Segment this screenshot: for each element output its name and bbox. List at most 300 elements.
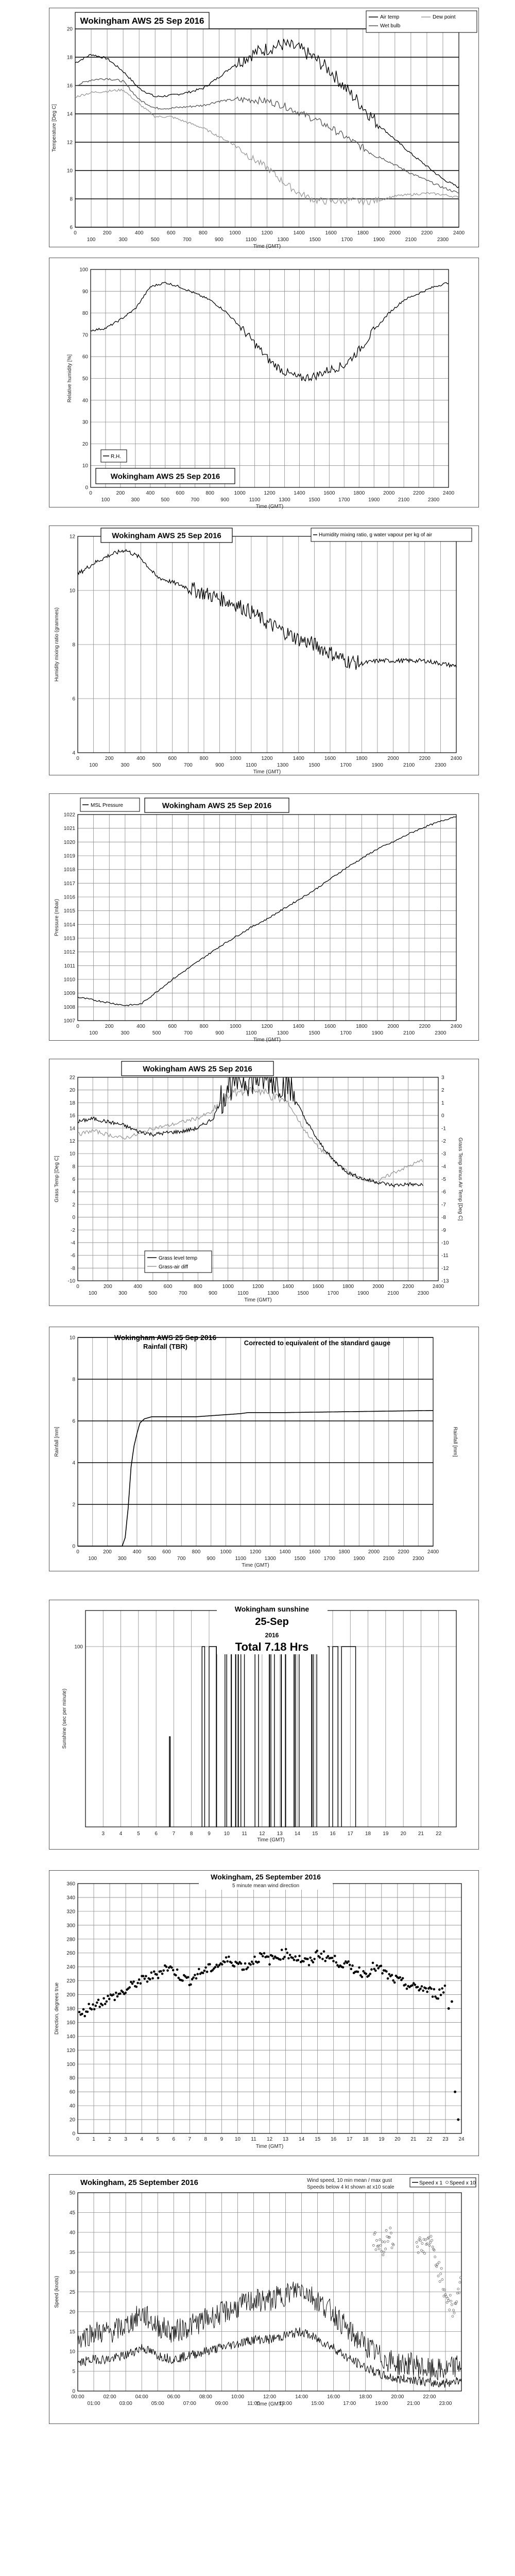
x-tick-label: 1500 — [294, 1556, 306, 1562]
legend — [80, 798, 140, 811]
y-tick-label: 90 — [82, 289, 88, 295]
x-tick-label: 2200 — [413, 490, 425, 496]
y-tick-label: 2 — [72, 1502, 75, 1508]
x-tick-label: 2100 — [383, 1556, 394, 1562]
direction-point — [165, 1965, 168, 1968]
x-tick-label: 1200 — [252, 1284, 264, 1290]
x-tick-label: 2400 — [442, 490, 455, 496]
x-tick-label: 1900 — [368, 497, 380, 503]
x-tick-label: 2100 — [403, 762, 415, 768]
x-tick-label: 200 — [103, 1284, 112, 1290]
x-axis-label: Time (GMT) — [255, 2144, 284, 2149]
y-tick-label: 10 — [82, 463, 88, 469]
x-tick-label: 100 — [88, 1291, 97, 1296]
legend — [145, 1251, 212, 1273]
x-tick-label: 18:00 — [359, 2394, 372, 2400]
direction-point — [181, 1979, 184, 1982]
x-tick-label: 2300 — [413, 1556, 424, 1562]
x-tick-label: 500 — [152, 1030, 161, 1036]
speed-x10-point — [447, 2297, 449, 2299]
x-tick-label: 600 — [163, 1284, 173, 1290]
y-tick-label: 2 — [72, 1202, 75, 1208]
speed-x10-point — [419, 2237, 421, 2239]
direction-point — [125, 1992, 127, 1994]
legend — [366, 11, 477, 32]
chart-title: Wokingham AWS 25 Sep 2016 — [112, 531, 221, 540]
x-tick-label: 16:00 — [327, 2394, 340, 2400]
y-tick-label: 8 — [72, 1164, 75, 1170]
chart-title: Wokingham AWS 25 Sep 2016 — [162, 801, 272, 810]
x-tick-label: 400 — [134, 230, 144, 236]
x-tick-label: 2300 — [437, 237, 449, 243]
y-tick-label: 6 — [72, 696, 75, 702]
y-tick-label: 12 — [66, 140, 73, 146]
speed-x10-point — [436, 2263, 438, 2265]
direction-point — [286, 1952, 289, 1954]
sunshine-bar — [299, 1647, 313, 1827]
x-tick-label: 0 — [76, 1549, 79, 1555]
direction-point — [119, 1992, 122, 1995]
x-tick-label: 800 — [198, 230, 208, 236]
chart-title: Wokingham AWS 25 Sep 2016 — [110, 472, 220, 481]
direction-point — [104, 2003, 107, 2005]
x-tick-label: 22 — [436, 1831, 442, 1837]
x-tick-label: 6 — [172, 2137, 176, 2142]
x-tick-label: 300 — [118, 237, 128, 243]
direction-point — [115, 1992, 117, 1994]
chart-title: Wokingham, 25 September 2016 — [80, 2178, 198, 2187]
y-tick-label: 340 — [66, 1895, 75, 1901]
speed-x10-point — [440, 2267, 442, 2269]
legend-label: Humidity mixing ratio, g water vapour per kg of air — [319, 532, 433, 538]
x-tick-label: 16 — [331, 2137, 337, 2142]
plot-area — [54, 1882, 465, 2150]
direction-point — [291, 1957, 294, 1959]
y-tick-label: 16 — [66, 83, 73, 89]
speed-x10-point — [417, 2246, 419, 2248]
x-tick-label: 700 — [182, 237, 192, 243]
direction-point — [309, 1957, 312, 1959]
direction-point — [267, 1956, 270, 1958]
direction-point — [81, 2013, 83, 2015]
direction-point — [93, 2008, 96, 2011]
speed-x10-point — [440, 2273, 442, 2275]
x-tick-label: 24 — [458, 2137, 465, 2142]
speed-x10-point — [389, 2227, 391, 2229]
direction-point — [444, 1985, 447, 1987]
y-tick-label: 320 — [66, 1909, 75, 1915]
y2-tick-label: -13 — [441, 1278, 449, 1284]
y-tick-label: 70 — [82, 332, 88, 338]
x-axis-label: Time (GMT) — [253, 244, 281, 249]
direction-point — [370, 1968, 373, 1971]
direction-point — [308, 1964, 311, 1967]
x-tick-label: 900 — [220, 497, 229, 503]
direction-point — [209, 1963, 211, 1965]
y-tick-label: 220 — [66, 1978, 75, 1985]
x-tick-label: 300 — [117, 1556, 127, 1562]
x-tick-label: 1900 — [373, 237, 385, 243]
x-tick-label: 2300 — [427, 497, 440, 503]
y-tick-label: 1018 — [63, 867, 75, 873]
direction-point — [82, 2008, 85, 2011]
legend — [410, 2178, 476, 2187]
direction-point — [258, 1961, 260, 1963]
direction-point — [323, 1950, 325, 1953]
direction-point — [440, 1994, 442, 1996]
x-tick-label: 900 — [207, 1556, 216, 1562]
direction-point — [349, 1964, 351, 1967]
x-tick-label: 900 — [215, 1030, 224, 1036]
x-tick-label: 1100 — [245, 237, 257, 243]
direction-point — [414, 1984, 417, 1986]
x-tick-label: 11 — [251, 2137, 256, 2142]
x-tick-label: 2100 — [387, 1291, 399, 1296]
x-tick-label: 700 — [191, 497, 200, 503]
y-tick-label: 80 — [69, 2075, 75, 2081]
x-tick-label: 1500 — [308, 1030, 320, 1036]
direction-point — [251, 1960, 253, 1963]
sunshine-bar — [169, 1737, 170, 1827]
x-tick-label: 0 — [76, 2137, 79, 2142]
speed-x10-point — [376, 2240, 378, 2242]
direction-point — [91, 2008, 93, 2011]
chart-subtitle: 25-Sep — [255, 1616, 289, 1628]
y2-axis-label: Grass Temp minus Air Temp [Deg C] — [457, 1137, 463, 1221]
y-tick-label: 8 — [72, 1377, 75, 1383]
direction-point — [132, 1980, 135, 1983]
direction-point — [170, 1967, 173, 1969]
y-tick-label: 1015 — [63, 908, 75, 914]
chart-title: Wokingham, 25 September 2016 — [211, 1873, 321, 1881]
x-tick-label: 800 — [192, 1549, 201, 1555]
mixing-ratio-chart — [49, 526, 479, 776]
y-tick-label: 160 — [66, 2020, 75, 2026]
direction-point — [454, 2091, 456, 2093]
x-tick-label: 1300 — [279, 497, 290, 503]
x-axis-label: Time (GMT) — [253, 769, 281, 775]
direction-point — [281, 1948, 283, 1951]
x-tick-label: 600 — [168, 756, 177, 761]
direction-point — [203, 1970, 206, 1972]
direction-point — [249, 1963, 252, 1966]
x-tick-label: 1400 — [293, 756, 304, 761]
direction-point — [372, 1962, 374, 1964]
y-tick-label: 20 — [69, 2309, 75, 2315]
x-tick-label: 1900 — [353, 1556, 365, 1562]
x-tick-label: 1600 — [324, 1024, 336, 1029]
sunshine-total: Total 7.18 Hrs — [235, 1640, 309, 1653]
y-tick-label: 15 — [69, 2329, 75, 2335]
x-tick-label: 13 — [277, 1831, 283, 1837]
chart-subtitle-2: Speeds below 4 kt shown at x10 scale — [307, 2184, 394, 2190]
x-tick-label: 11:00 — [247, 2401, 260, 2406]
pressure-chart-panel — [49, 793, 479, 1041]
y-tick-label: 50 — [82, 376, 88, 382]
x-tick-label: 03:00 — [119, 2401, 132, 2406]
direction-point — [392, 1979, 394, 1982]
x-tick-label: 12 — [266, 2137, 273, 2142]
x-tick-label: 1200 — [261, 230, 273, 236]
x-tick-label: 10 — [224, 1831, 230, 1837]
x-tick-label: 22 — [426, 2137, 433, 2142]
chart-title: Wokingham AWS 25 Sep 2016 — [143, 1064, 252, 1074]
y2-tick-label: -3 — [441, 1151, 446, 1157]
x-tick-label: 1700 — [340, 762, 352, 768]
direction-point — [347, 1960, 350, 1963]
x-tick-label: 900 — [209, 1291, 217, 1296]
direction-point — [221, 1963, 224, 1966]
direction-point — [350, 1968, 353, 1971]
direction-point — [247, 1966, 249, 1969]
sunshine-bar — [202, 1647, 204, 1827]
x-tick-label: 8 — [204, 2137, 208, 2142]
x-tick-label: 15 — [315, 2137, 321, 2142]
y-tick-label: 1011 — [64, 963, 75, 969]
chart-note: Corrected to equivalent of the standard gauge — [244, 1339, 391, 1347]
direction-point — [457, 2119, 459, 2121]
plot-area — [54, 1335, 439, 1569]
sunshine-bar — [209, 1647, 225, 1827]
chart-subtitle: 5 minute mean wind direction — [232, 1883, 300, 1889]
y-tick-label: 1019 — [63, 853, 75, 859]
x-tick-label: 2 — [108, 2137, 111, 2142]
y-tick-label: 60 — [82, 354, 88, 360]
x-tick-label: 1800 — [338, 1549, 350, 1555]
x-tick-label: 500 — [147, 1556, 157, 1562]
speed-x10-point — [382, 2254, 384, 2256]
y-tick-label: 1012 — [63, 950, 75, 956]
plot-area — [54, 534, 462, 775]
direction-point — [226, 1960, 229, 1963]
x-tick-label: 1800 — [342, 1284, 354, 1290]
direction-point — [196, 1973, 199, 1975]
x-tick-label: 0 — [89, 490, 92, 496]
x-tick-label: 1100 — [249, 497, 261, 503]
x-tick-label: 1100 — [235, 1556, 247, 1562]
y-axis-label: Temperature [Deg C] — [52, 104, 57, 152]
direction-point — [150, 1972, 153, 1974]
x-tick-label: 1400 — [282, 1284, 294, 1290]
y-tick-label: 6 — [72, 1177, 75, 1182]
x-tick-label: 17:00 — [343, 2401, 356, 2406]
x-tick-label: 1700 — [338, 497, 350, 503]
speed-x10-point — [452, 2315, 454, 2317]
chart-title: Wokingham sunshine — [234, 1605, 310, 1613]
x-axis-label: Time (GMT) — [253, 1037, 281, 1043]
direction-point — [387, 1977, 389, 1980]
y-tick-label: 10 — [66, 168, 73, 174]
x-tick-label: 600 — [166, 230, 176, 236]
y-axis-label: Direction, degrees true — [54, 1982, 60, 2035]
direction-point — [327, 1955, 330, 1958]
x-tick-label: 21 — [410, 2137, 417, 2142]
direction-point — [438, 1988, 441, 1991]
speed-x10-point — [379, 2239, 381, 2241]
y-tick-label: 8 — [72, 642, 75, 648]
y-axis-label: Humidity mixing ratio (grammes) — [54, 607, 60, 682]
y-tick-label: 1010 — [63, 977, 75, 983]
x-tick-label: 800 — [193, 1284, 202, 1290]
chart-subtitle: Wind speed, 10 min mean / max gust — [307, 2178, 392, 2183]
direction-point — [320, 1953, 323, 1955]
x-tick-label: 700 — [184, 762, 193, 768]
direction-point — [95, 2005, 97, 2007]
x-tick-label: 13 — [282, 2137, 289, 2142]
x-tick-label: 600 — [168, 1024, 177, 1029]
legend-label: MSL Pressure — [91, 803, 123, 808]
x-tick-label: 1000 — [230, 756, 242, 761]
x-axis-label: Time (GMT) — [255, 504, 284, 510]
speed-x10-point — [434, 2256, 436, 2258]
humidity-chart — [49, 258, 479, 508]
x-tick-label: 7 — [188, 2137, 192, 2142]
direction-point — [293, 1959, 296, 1961]
speed-x10-point — [448, 2299, 450, 2301]
x-tick-label: 1000 — [234, 490, 246, 496]
x-tick-label: 1600 — [308, 1549, 321, 1555]
speed-x10-point — [385, 2229, 387, 2231]
x-tick-label: 1800 — [356, 756, 368, 761]
direction-point — [161, 1973, 164, 1975]
x-tick-label: 4 — [140, 2137, 143, 2142]
y-tick-label: 1009 — [63, 991, 75, 997]
direction-point — [343, 1962, 346, 1965]
x-tick-label: 1000 — [230, 1024, 242, 1029]
direction-point — [240, 1962, 243, 1965]
y-tick-label: 40 — [82, 398, 88, 404]
x-tick-label: 1100 — [246, 1030, 257, 1036]
x-tick-label: 2400 — [432, 1284, 444, 1290]
x-tick-label: 1300 — [277, 1030, 289, 1036]
x-tick-label: 07:00 — [183, 2401, 196, 2406]
direction-point — [421, 1985, 423, 1988]
x-tick-label: 20 — [400, 1831, 406, 1837]
x-tick-label: 23 — [442, 2137, 449, 2142]
y-tick-label: 40 — [69, 2103, 75, 2109]
direction-point — [417, 1986, 419, 1989]
direction-point — [151, 1977, 154, 1980]
x-tick-label: 6 — [154, 1831, 158, 1837]
y-tick-label: 30 — [69, 2269, 75, 2276]
direction-point — [233, 1965, 236, 1968]
direction-point — [156, 1973, 158, 1976]
x-tick-label: 400 — [146, 490, 155, 496]
y2-tick-label: -12 — [441, 1265, 449, 1272]
x-tick-label: 2400 — [427, 1549, 439, 1555]
y-axis-label: Sunshine (sec per minute) — [62, 1688, 67, 1749]
direction-point — [96, 2002, 98, 2004]
direction-point — [297, 1959, 300, 1961]
x-tick-label: 02:00 — [103, 2394, 116, 2400]
direction-point — [425, 1987, 427, 1990]
x-tick-label: 1700 — [341, 237, 353, 243]
direction-point — [87, 2011, 89, 2013]
speed-x10-point — [430, 2235, 432, 2238]
direction-point — [97, 1998, 100, 2001]
direction-point — [376, 1964, 379, 1967]
x-tick-label: 1300 — [264, 1556, 276, 1562]
y-tick-label: 12 — [69, 1138, 75, 1144]
x-tick-label: 12 — [259, 1831, 265, 1837]
speed-x10-point — [437, 2275, 439, 2277]
y-tick-label: 60 — [69, 2089, 75, 2095]
x-tick-label: 300 — [131, 497, 140, 503]
speed-x10-point — [450, 2300, 452, 2302]
x-tick-label: 1500 — [308, 762, 320, 768]
sunshine-bar — [227, 1647, 241, 1827]
direction-point — [324, 1960, 327, 1962]
direction-point — [451, 2001, 453, 2003]
y-tick-label: 20 — [69, 2117, 75, 2123]
wind-direction-chart — [49, 1871, 479, 2157]
y-tick-label: 0 — [72, 1215, 75, 1221]
y-tick-label: 5 — [72, 2369, 75, 2375]
speed-x10-point — [459, 2281, 461, 2283]
direction-point — [136, 1982, 139, 1985]
x-tick-label: 2100 — [405, 237, 417, 243]
x-tick-label: 1800 — [357, 230, 369, 236]
x-tick-label: 600 — [162, 1549, 171, 1555]
direction-point — [162, 1970, 165, 1972]
y-tick-label: -8 — [71, 1265, 75, 1272]
x-tick-label: 1700 — [323, 1556, 335, 1562]
x-tick-label: 700 — [177, 1556, 186, 1562]
direction-point — [224, 1961, 226, 1963]
legend-label: Grass level temp — [159, 1256, 198, 1261]
legend — [311, 528, 472, 541]
x-tick-label: 8 — [190, 1831, 193, 1837]
direction-point — [192, 1976, 195, 1979]
x-tick-label: 700 — [184, 1030, 193, 1036]
direction-point — [187, 1976, 190, 1978]
direction-point — [306, 1958, 309, 1960]
direction-point — [102, 1997, 105, 2000]
direction-point — [271, 1955, 274, 1957]
x-tick-label: 2000 — [368, 1549, 380, 1555]
x-tick-label: 3 — [101, 1831, 105, 1837]
y-tick-label: 10 — [69, 1335, 75, 1341]
x-tick-label: 2000 — [389, 230, 401, 236]
x-tick-label: 3 — [124, 2137, 127, 2142]
x-tick-label: 1600 — [325, 230, 337, 236]
y-tick-label: 100 — [79, 267, 88, 273]
y-tick-label: 20 — [69, 1088, 75, 1094]
direction-point — [426, 1991, 428, 1993]
y-tick-label: 1022 — [63, 812, 75, 818]
y2-tick-label: -4 — [441, 1164, 446, 1170]
x-tick-label: 1200 — [264, 490, 276, 496]
x-tick-label: 14 — [294, 1831, 300, 1837]
direction-point — [279, 1958, 282, 1961]
x-tick-label: 18 — [363, 2137, 369, 2142]
direction-point — [204, 1967, 207, 1969]
x-tick-label: 04:00 — [135, 2394, 148, 2400]
y-tick-label: 120 — [66, 2047, 75, 2054]
direction-point — [172, 1969, 175, 1972]
speed-x10-point — [417, 2251, 419, 2253]
speed-x10-point — [449, 2294, 451, 2296]
y2-tick-label: -6 — [441, 1189, 446, 1195]
y-tick-label: 4 — [72, 1460, 75, 1466]
direction-point — [194, 1974, 196, 1976]
x-tick-label: 400 — [136, 1024, 145, 1029]
y-tick-label: 18 — [66, 55, 73, 61]
direction-point — [289, 1954, 291, 1956]
speed-x10-point — [449, 2309, 451, 2311]
x-tick-label: 1600 — [323, 490, 335, 496]
y-tick-label: 1021 — [63, 826, 75, 832]
